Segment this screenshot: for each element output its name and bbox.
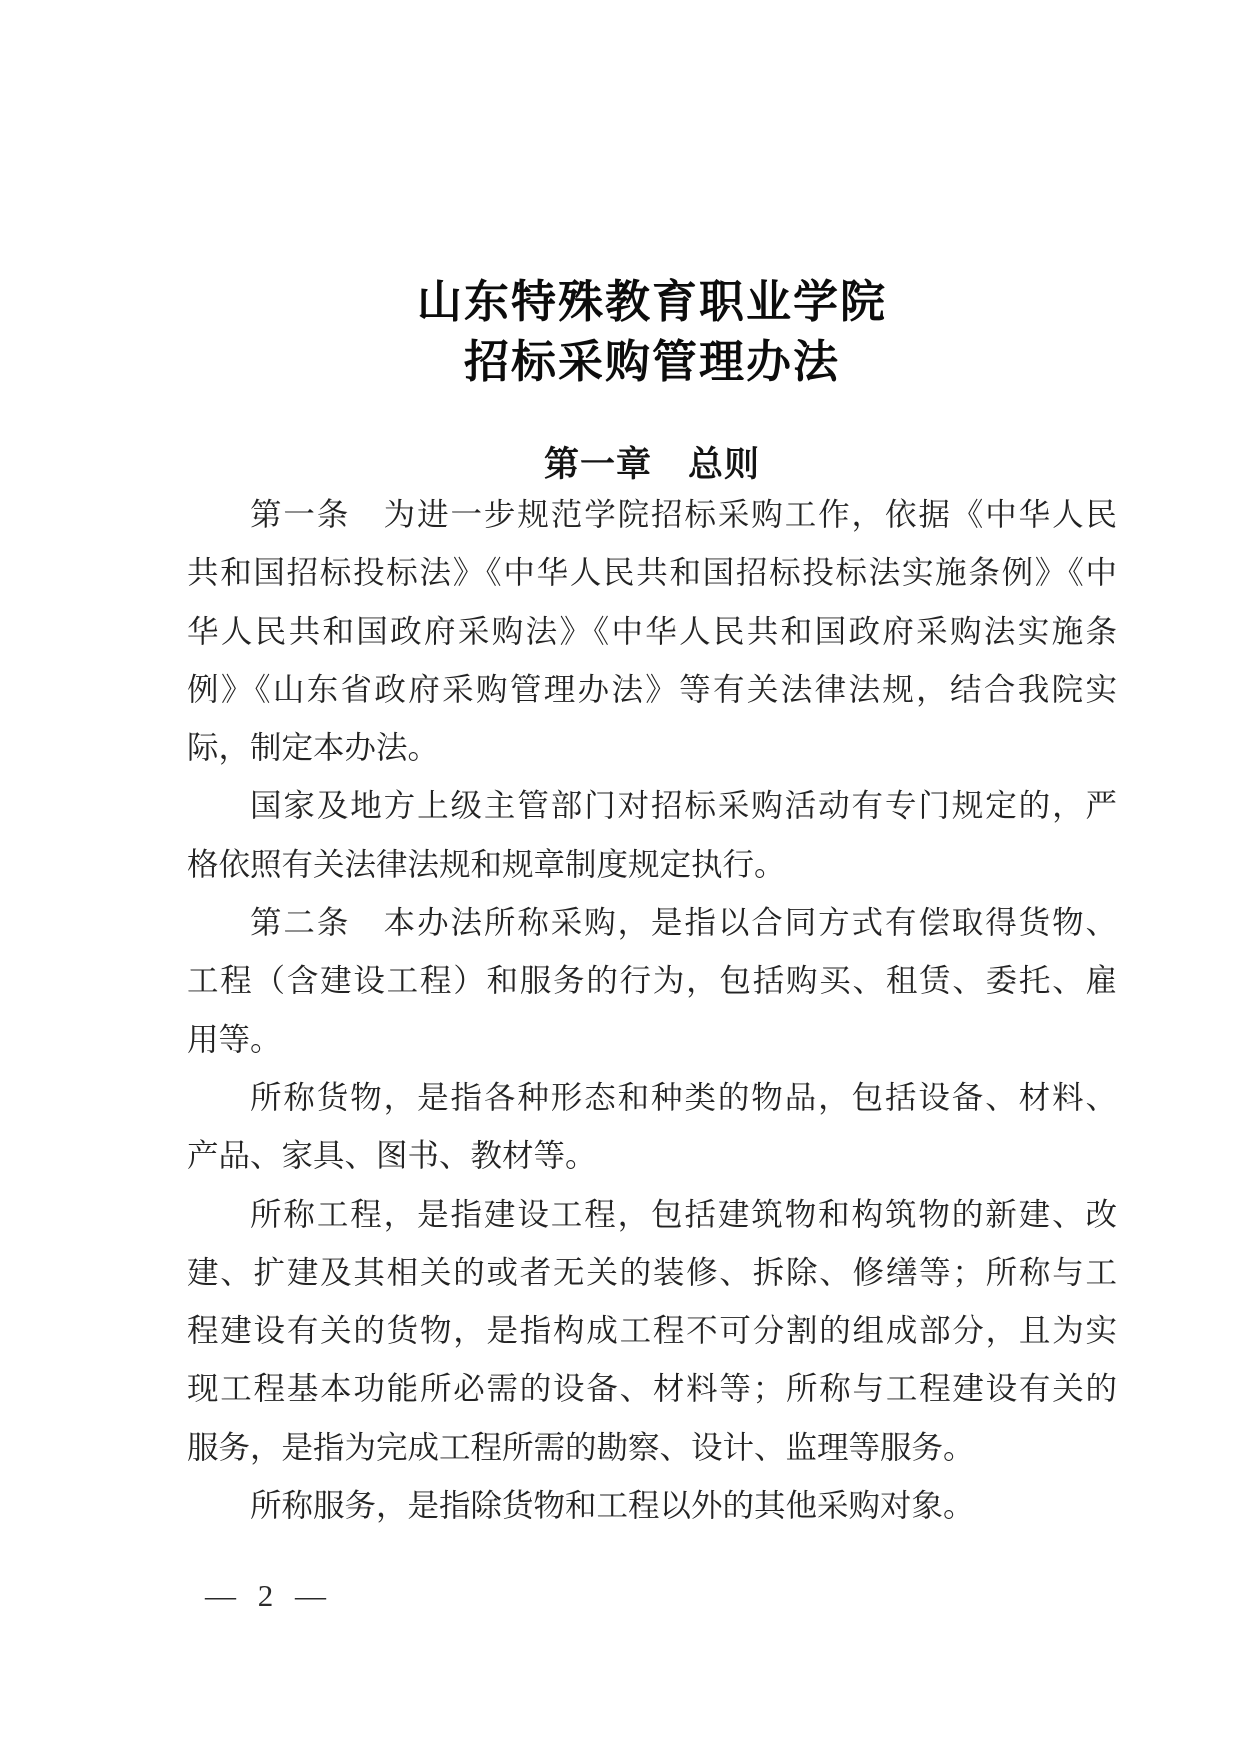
body-line: 所称服务，是指除货物和工程以外的其他采购对象。	[250, 1488, 975, 1524]
body-line: 用等。	[187, 1021, 282, 1057]
document-title	[187, 272, 1117, 392]
body-line: 华人民共和国政府采购法》《中华人民共和国政府采购法实施条	[187, 613, 1117, 649]
body-line: 现工程基本功能所必需的设备、材料等；所称与工程建设有关的	[187, 1371, 1117, 1407]
body-line: 国家及地方上级主管部门对招标采购活动有专门规定的，严	[250, 788, 1117, 824]
document-body	[187, 486, 1117, 1535]
body-line: 建、扩建及其相关的或者无关的装修、拆除、修缮等；所称与工	[187, 1254, 1117, 1290]
body-line: 共和国招标投标法》《中华人民共和国招标投标法实施条例》《中	[187, 555, 1117, 591]
body-line: 第一条 为进一步规范学院招标采购工作，依据《中华人民	[250, 497, 1117, 532]
body-line: 格依照有关法律法规和规章制度规定执行。	[187, 846, 786, 882]
body-line: 际，制定本办法。	[187, 730, 440, 766]
body-line: 工程（含建设工程）和服务的行为，包括购买、租赁、委托、雇	[187, 963, 1117, 999]
page-number: — 2 —	[205, 1578, 326, 1613]
document-title-line-2: 招标采购管理办法	[463, 336, 840, 387]
body-line: 程建设有关的货物，是指构成工程不可分割的组成部分，且为实	[187, 1313, 1117, 1349]
body-line: 例》《山东省政府采购管理办法》等有关法律法规，结合我院实	[187, 671, 1117, 707]
body-line: 服务，是指为完成工程所需的勘察、设计、监理等服务。	[187, 1429, 975, 1465]
body-line: 产品、家具、图书、教材等。	[187, 1138, 597, 1174]
chapter-heading: 第一章 总则	[543, 445, 760, 484]
document-title-line-1: 山东特殊教育职业学院	[416, 276, 887, 327]
body-line: 所称货物，是指各种形态和种类的物品，包括设备、材料、	[250, 1079, 1117, 1115]
body-line: 第二条 本办法所称采购，是指以合同方式有偿取得货物、	[250, 905, 1117, 941]
body-line: 所称工程，是指建设工程，包括建筑物和构筑物的新建、改	[250, 1196, 1117, 1232]
